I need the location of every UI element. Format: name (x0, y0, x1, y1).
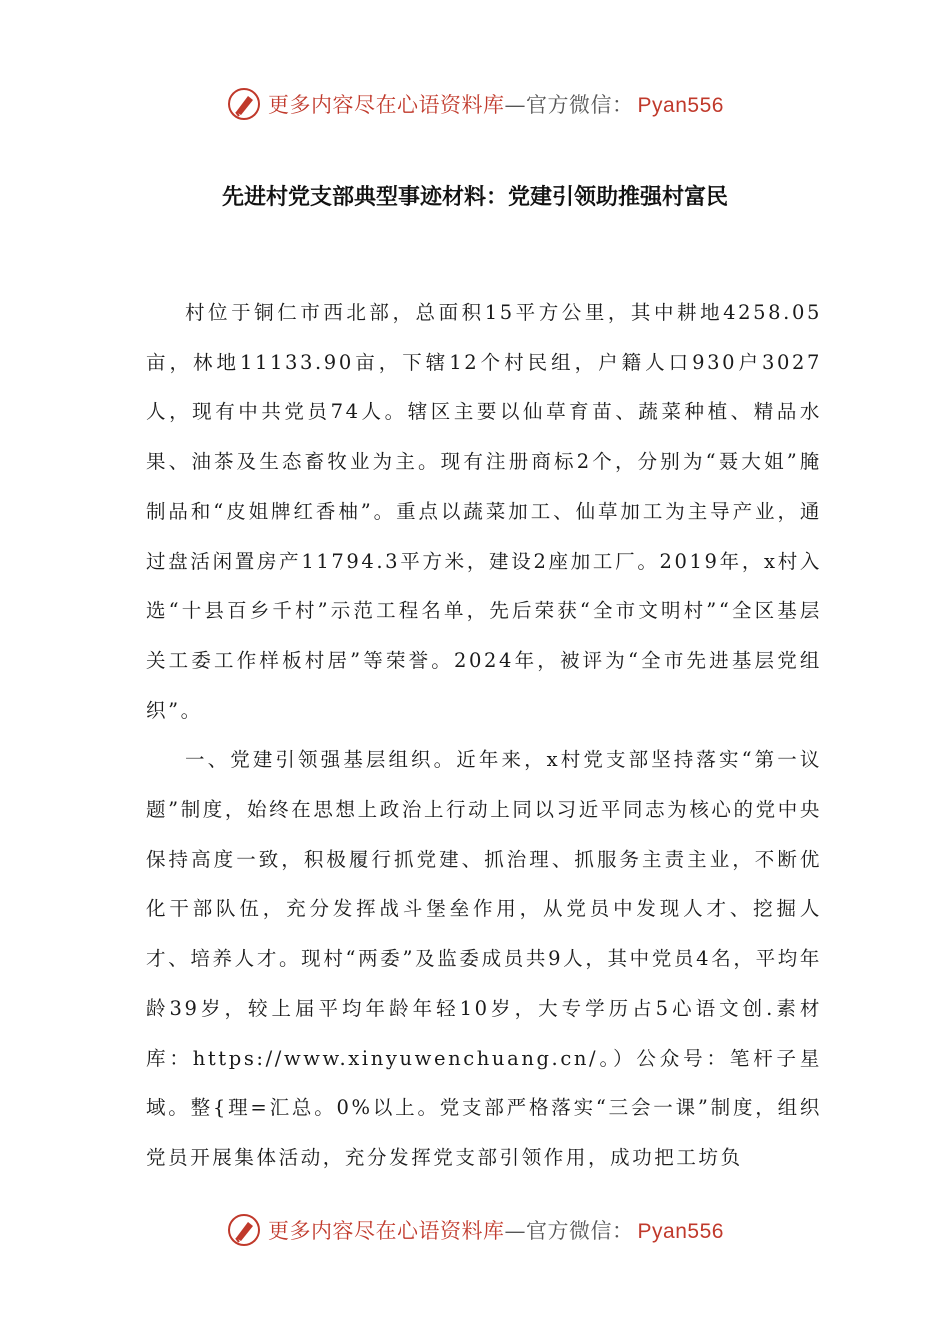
document-title: 先进村党支部典型事迹材料：党建引领助推强村富民 (221, 185, 728, 210)
pen-nib-logo-icon (226, 1212, 262, 1248)
watermark-banner-top (0, 84, 950, 124)
watermark-sub-text: —官方微信： (504, 1219, 634, 1243)
document-body (146, 288, 822, 1183)
pen-nib-logo-icon (226, 86, 262, 122)
watermark-sub-text: —官方微信： (504, 93, 634, 117)
watermark-wechat-id: Pyan556 (637, 1220, 724, 1243)
paragraph-intro: 村位于铜仁市西北部，总面积15平方公里，其中耕地4258.05亩，林地11133.90亩，下辖12个村民组，户籍人口930户3027人，现有中共党员74人。辖区主要以仙草育苗、蔬菜种植、精品水果、油茶及生态畜牧业为主。现有注册商标2个，分别为“聂大姐”腌制品和“皮姐牌红香柚”。重点以蔬菜加工、仙草加工为主导产业，通过盘活闲置房产11794.3平方米，建设2座加工厂。2019年，x村入选“十县百乡千村”示范工程名单，先后荣获“全市文明村”“全区基层关工委工作样板村居”等荣誉。2024年，被评为“全市先进基层党组织”。 (146, 301, 822, 722)
watermark-banner-bottom (0, 1210, 950, 1250)
watermark-main-text: 更多内容尽在心语资料库 (268, 93, 505, 117)
watermark-main-text: 更多内容尽在心语资料库 (268, 1219, 505, 1243)
watermark-wechat-id: Pyan556 (637, 94, 724, 117)
paragraph-section-1: 一、党建引领强基层组织。近年来，x村党支部坚持落实“第一议题”制度，始终在思想上政治上行动上同以习近平同志为核心的党中央保持高度一致，积极履行抓党建、抓治理、抓服务主责主业，不断优化干部队伍，充分发挥战斗堡垒作用，从党员中发现人才、挖掘人才、培养人才。现村“两委”及监委成员共9人，其中党员4名，平均年龄39岁，较上届平均年龄年轻10岁，大专学历占5心语文创.素材库：https://www.xinyuwenchuang.cn/。）公众号：笔杆子星域。整{理=汇总。0%以上。党支部严格落实“三会一课”制度，组织党员开展集体活动，充分发挥党支部引领作用，成功把工坊负 (146, 748, 822, 1169)
